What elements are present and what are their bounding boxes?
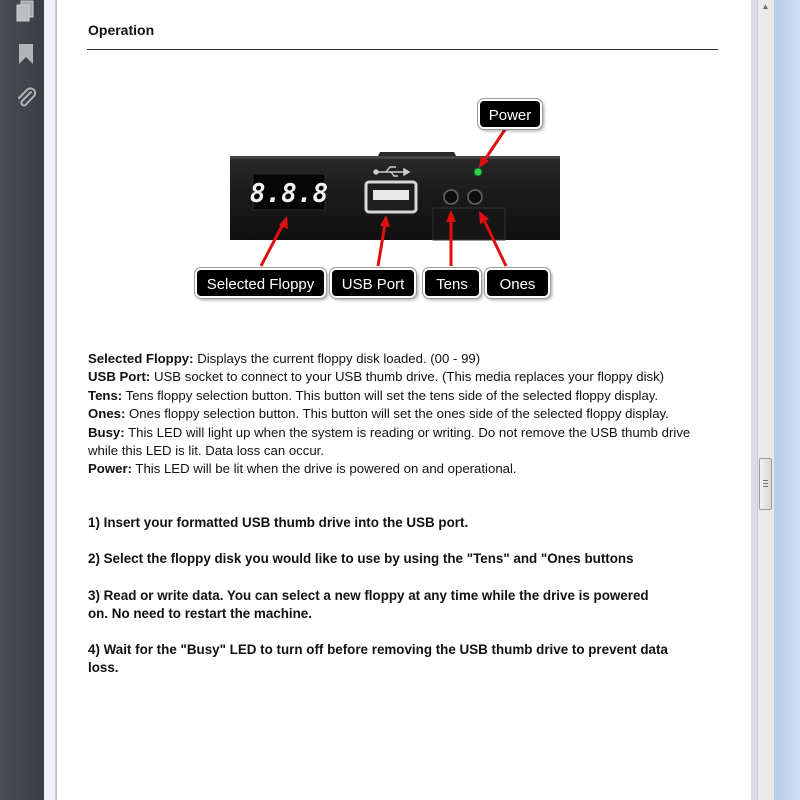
- description-item: Selected Floppy: Displays the current floppy disk loaded. (00 - 99): [88, 351, 481, 366]
- callout-usb-port: USB Port: [330, 268, 416, 298]
- callout-ones: Ones: [485, 268, 550, 298]
- window-frame-right: [774, 0, 800, 800]
- scroll-up-arrow-icon[interactable]: ▲: [761, 2, 770, 11]
- display-digits: 8.8.8: [249, 179, 329, 209]
- left-gutter: [44, 0, 56, 800]
- step-1: 1) Insert your formatted USB thumb drive into the USB port.: [88, 515, 469, 530]
- attachments-icon[interactable]: [14, 85, 38, 109]
- callout-tens: Tens: [423, 268, 481, 298]
- power-led: [474, 168, 482, 176]
- step-3: 3) Read or write data. You can select a new floppy at any time while the drive is powered on. No need to restart the machine.: [88, 588, 649, 621]
- section-divider: [87, 49, 718, 50]
- tens-button: [444, 190, 458, 204]
- navigation-sidebar: [0, 0, 44, 800]
- bookmarks-icon[interactable]: [14, 42, 38, 66]
- ones-button: [468, 190, 482, 204]
- description-item: Tens: Tens floppy selection button. This button will set the tens side of the selected floppy display.: [88, 387, 659, 403]
- step-2: 2) Select the floppy disk you would like to use by using the "Tens" and "Ones buttons: [88, 551, 634, 566]
- description-item: Ones: Ones floppy selection button. This button will set the ones side of the selected floppy display.: [88, 406, 669, 422]
- floppy-number-display: [250, 174, 328, 210]
- scrollbar-thumb[interactable]: [759, 458, 772, 510]
- description-item: Power: This LED will be lit when the drive is powered on and operational.: [88, 461, 517, 477]
- step-4: 4) Wait for the "Busy" LED to turn off before removing the USB thumb drive to prevent data loss.: [88, 642, 668, 675]
- description-item: USB Port: USB socket to connect to your USB thumb drive. (This media replaces your floppy disk): [88, 369, 665, 385]
- callout-selected-floppy: Selected Floppy: [195, 268, 326, 298]
- vertical-scrollbar[interactable]: [757, 0, 774, 800]
- feature-descriptions: [88, 350, 708, 479]
- description-item: Busy: This LED will light up when the system is reading or writing. Do not remove the USB thumb drive while this LED is lit. Data loss can occur.: [88, 424, 691, 459]
- section-title: Operation: [88, 22, 155, 38]
- pages-icon[interactable]: [14, 0, 38, 24]
- usb-port: [366, 182, 416, 212]
- callout-power: Power: [478, 99, 542, 129]
